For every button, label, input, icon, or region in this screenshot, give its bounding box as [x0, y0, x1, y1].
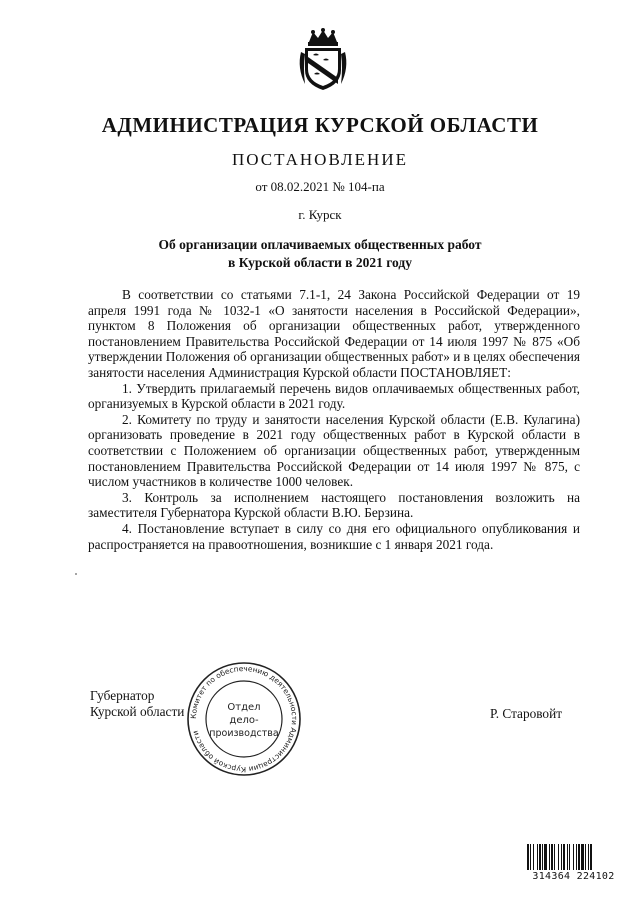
- paragraph-item-2: 2. Комитету по труду и занятости населения Курской области (Е.В. Кулагина) организовать проведение в 2021 году общественных работ в Курской области в соответствии с Положением об организации общественных работ, утвержденным постановлением Правительства Российской Федерации от 14 июля 1997 № 875, с числом участников в количестве 1000 человек.: [88, 411, 580, 490]
- stamp-line-3: производства: [209, 728, 279, 739]
- document-number: от 08.02.2021 № 104-па: [255, 179, 385, 194]
- barcode-number: 314364 224102: [532, 871, 615, 882]
- paragraph-preamble: В соответствии со статьями 7.1-1, 24 Закона Российской Федерации от 19 апреля 1991 года № 1032-1 «О занятости населения в Российской Федерации», пунктом 8 Положения об организации общественных работ, утвержденного постановлением Правительства Российской Федерации от 14 июля 1997 № 875 «Об утверждении Положения об организации общественных работ» и в целях обеспечения занятости населения Администрация Курской области ПОСТАНОВЛЯЕТ:: [88, 287, 580, 380]
- stamp-line-1: Отдел: [227, 702, 261, 713]
- signatory-name: Р. Старовойт: [490, 706, 563, 721]
- document-title: [0, 236, 640, 272]
- document-title-line-2: в Курской области в 2021 году: [228, 255, 412, 270]
- stamp-outer-text: Комитет по обеспечению деятельности Администрации Курской области: [188, 663, 300, 775]
- barcode-icon: [527, 844, 620, 870]
- document-city: г. Курск: [298, 207, 342, 222]
- paragraph-item-3: 3. Контроль за исполнением настоящего постановления возложить на заместителя Губернатора Курской области В.Ю. Берзина.: [88, 489, 580, 521]
- signatory-position-line-1: Губернатор: [90, 688, 155, 703]
- document-kind: ПОСТАНОВЛЕНИЕ: [231, 150, 408, 169]
- coat-of-arms-icon: [297, 28, 349, 92]
- signatory-position: [90, 688, 184, 720]
- office-stamp: [185, 660, 303, 778]
- document-title-line-1: Об организации оплачиваемых общественных работ: [158, 237, 482, 252]
- organization-heading: АДМИНИСТРАЦИЯ КУРСКОЙ ОБЛАСТИ: [101, 113, 539, 137]
- signatory-position-line-2: Курской области: [90, 704, 185, 719]
- stamp-line-2: дело-: [229, 715, 259, 726]
- paragraph-item-4: 4. Постановление вступает в силу со дня его официального опубликования и распространяется на правоотношения, возникшие с 1 января 2021 года.: [88, 520, 580, 552]
- paragraph-item-1: 1. Утвердить прилагаемый перечень видов оплачиваемых общественных работ, организуемых в Курской области в 2021 году.: [88, 380, 580, 412]
- margin-mark: [75, 573, 77, 575]
- document-body: [88, 287, 580, 552]
